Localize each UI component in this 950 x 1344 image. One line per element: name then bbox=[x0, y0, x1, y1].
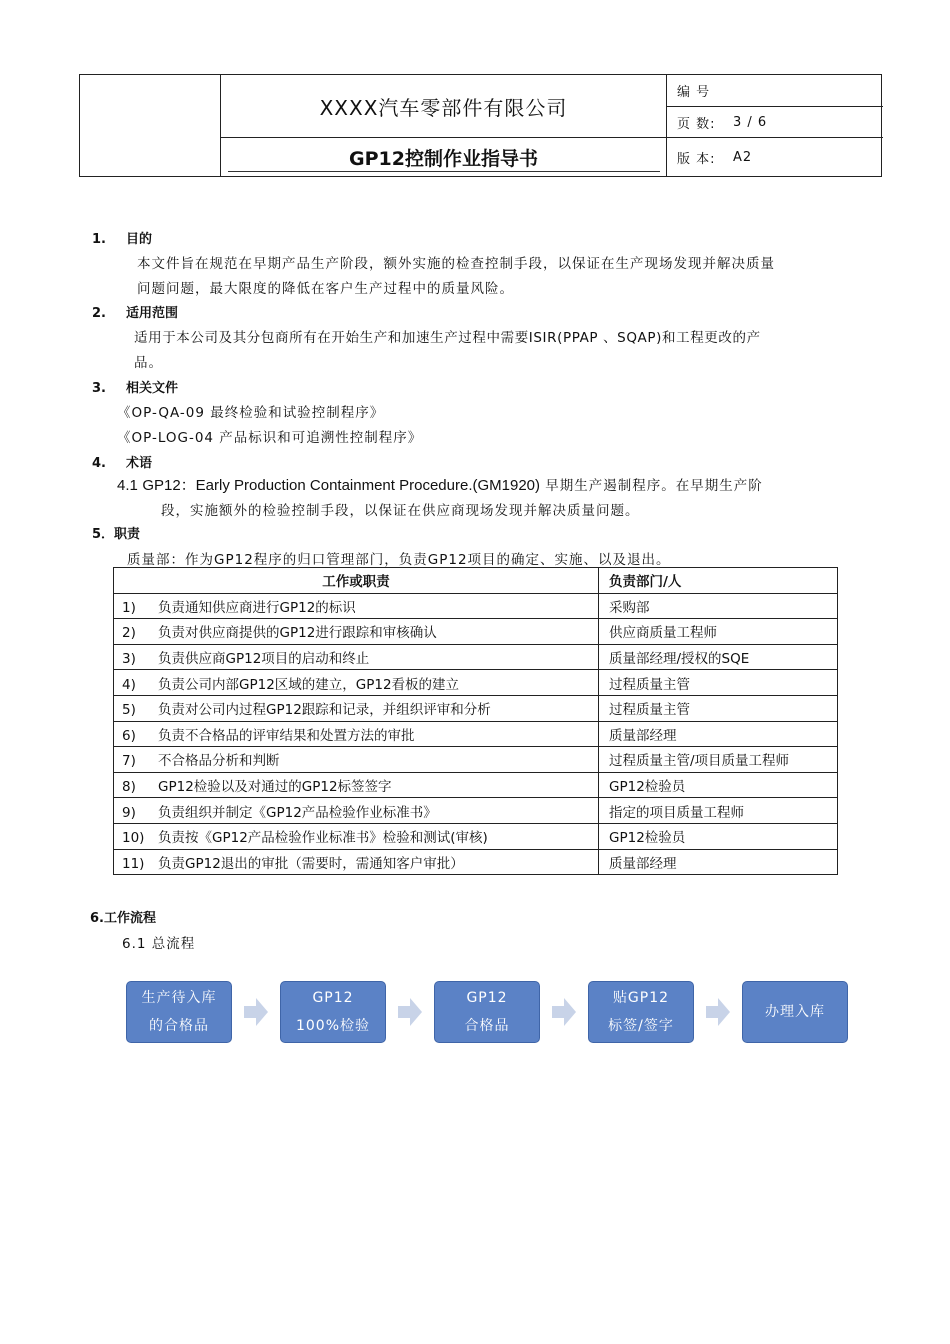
section-number: 3. bbox=[92, 381, 106, 396]
row-number: 7) bbox=[122, 753, 136, 770]
row-number: 5) bbox=[122, 702, 136, 719]
section-title: 目的 bbox=[126, 232, 153, 247]
document-title: GP12控制作业指导书 bbox=[349, 147, 538, 170]
row-number: 8) bbox=[122, 779, 136, 796]
owner-cell: 质量部经理 bbox=[599, 849, 838, 875]
task-text: 负责供应商GP12项目的启动和终止 bbox=[158, 651, 370, 668]
flow-step-line1: 办理入库 bbox=[765, 1004, 825, 1020]
task-cell bbox=[114, 670, 599, 696]
column-header-task: 工作或职责 bbox=[114, 568, 599, 594]
task-cell bbox=[114, 593, 599, 619]
row-number: 10) bbox=[122, 830, 145, 847]
section-title: 术语 bbox=[126, 456, 153, 471]
flow-step-line1: 生产待入库 bbox=[141, 990, 217, 1006]
task-text: 负责对供应商提供的GP12进行跟踪和审核确认 bbox=[158, 625, 437, 642]
related-doc-2: 《OP-LOG-04 产品标识和可追溯性控制程序》 bbox=[117, 430, 423, 446]
flow-step-line2: 标签/签字 bbox=[608, 1018, 674, 1034]
section-title: 相关文件 bbox=[126, 381, 179, 396]
section-5-heading: 5．职责 bbox=[92, 527, 141, 542]
owner-cell: 指定的项目质量工程师 bbox=[599, 798, 838, 824]
flow-arrow-icon bbox=[244, 998, 268, 1026]
title-underline bbox=[228, 171, 660, 172]
task-cell bbox=[114, 747, 599, 773]
table-header-row bbox=[114, 568, 838, 594]
term-line2: 段，实施额外的检验控制手段，以保证在供应商现场发现并解决质量问题。 bbox=[161, 503, 640, 519]
owner-cell: 供应商质量工程师 bbox=[599, 619, 838, 645]
row-number: 2) bbox=[122, 625, 136, 642]
task-text: 负责按《GP12产品检验作业标准书》检验和测试(审核) bbox=[158, 830, 488, 847]
section-5-intro: 质量部：作为GP12程序的归口管理部门，负责GP12项目的确定、实施、以及退出。 bbox=[127, 552, 671, 568]
section-1-text-line1: 本文件旨在规范在早期产品生产阶段，额外实施的检查控制手段，以保证在生产现场发现并解决质量 bbox=[137, 256, 775, 272]
task-text: 负责组织并制定《GP12产品检验作业标准书》 bbox=[158, 804, 437, 821]
task-cell bbox=[114, 823, 599, 849]
task-cell bbox=[114, 849, 599, 875]
document-meta bbox=[666, 75, 883, 176]
responsibility-table bbox=[113, 567, 838, 875]
meta-version bbox=[667, 138, 883, 176]
table-row bbox=[114, 644, 838, 670]
flow-step-line1: GP12 bbox=[312, 990, 354, 1006]
task-text: GP12检验以及对通过的GP12标签签字 bbox=[158, 779, 392, 796]
owner-cell: 采购部 bbox=[599, 593, 838, 619]
flow-step-line2: 合格品 bbox=[464, 1018, 510, 1034]
flow-step bbox=[280, 981, 386, 1043]
flow-step-line2: 的合格品 bbox=[149, 1018, 209, 1034]
task-cell bbox=[114, 721, 599, 747]
section-2-text-line2: 品。 bbox=[134, 355, 163, 371]
column-header-owner: 负责部门/人 bbox=[599, 568, 838, 594]
owner-cell: 质量部经理 bbox=[599, 721, 838, 747]
owner-cell: 过程质量主管 bbox=[599, 695, 838, 721]
table-row bbox=[114, 721, 838, 747]
row-number: 11) bbox=[122, 855, 145, 872]
section-1-heading bbox=[92, 228, 152, 247]
section-6-heading: 6.工作流程 bbox=[90, 911, 156, 926]
flow-step-line2: 100%检验 bbox=[295, 1018, 371, 1034]
term-line1 bbox=[117, 474, 763, 495]
task-cell bbox=[114, 772, 599, 798]
meta-value: A2 bbox=[733, 149, 753, 165]
term-item-number: 4.1 bbox=[117, 477, 138, 494]
section-6-sub: 6.1 总流程 bbox=[122, 936, 196, 952]
section-number: 2. bbox=[92, 306, 106, 321]
logo-cell bbox=[80, 75, 221, 176]
task-text: 负责通知供应商进行GP12的标识 bbox=[158, 599, 356, 616]
owner-cell: 过程质量主管 bbox=[599, 670, 838, 696]
term-abbrev: GP12： bbox=[142, 477, 196, 494]
owner-cell: GP12检验员 bbox=[599, 823, 838, 849]
section-3-heading bbox=[92, 377, 178, 396]
task-text: 负责不合格品的评审结果和处置方法的审批 bbox=[158, 727, 415, 744]
task-cell bbox=[114, 695, 599, 721]
section-number: 4. bbox=[92, 456, 106, 471]
flow-step bbox=[588, 981, 694, 1043]
task-cell bbox=[114, 798, 599, 824]
flow-arrow-icon bbox=[398, 998, 422, 1026]
owner-cell: 过程质量主管/项目质量工程师 bbox=[599, 747, 838, 773]
owner-cell: GP12检验员 bbox=[599, 772, 838, 798]
section-title: 适用范围 bbox=[126, 306, 179, 321]
flow-step-line1: 贴GP12 bbox=[612, 990, 670, 1006]
flow-step bbox=[434, 981, 540, 1043]
document-header bbox=[79, 74, 882, 177]
meta-doc-number bbox=[667, 75, 883, 107]
table-row bbox=[114, 747, 838, 773]
table-row bbox=[114, 670, 838, 696]
row-number: 6) bbox=[122, 727, 136, 744]
meta-page-count bbox=[667, 107, 883, 138]
flow-step bbox=[742, 981, 848, 1043]
table-row bbox=[114, 798, 838, 824]
row-number: 9) bbox=[122, 804, 136, 821]
related-doc-1: 《OP-QA-09 最终检验和试验控制程序》 bbox=[117, 405, 385, 421]
table-row bbox=[114, 619, 838, 645]
term-english: Early Production Containment Procedure.(GM1920) bbox=[195, 477, 541, 494]
row-number: 1) bbox=[122, 599, 136, 616]
table-row bbox=[114, 695, 838, 721]
term-chinese: 早期生产遏制程序。在早期生产阶 bbox=[540, 478, 763, 494]
flow-step bbox=[126, 981, 232, 1043]
flow-step-line1: GP12 bbox=[466, 990, 508, 1006]
section-2-heading bbox=[92, 302, 178, 321]
company-name: XXXX汽车零部件有限公司 bbox=[221, 75, 666, 138]
section-1-text-line2: 问题问题，最大限度的降低在客户生产过程中的质量风险。 bbox=[137, 281, 514, 297]
meta-label: 编 号 bbox=[677, 85, 711, 100]
row-number: 4) bbox=[122, 676, 136, 693]
task-text: 负责GP12退出的审批（需要时，需通知客户审批） bbox=[158, 855, 464, 872]
task-text: 负责对公司内过程GP12跟踪和记录，并组织评审和分析 bbox=[158, 702, 491, 719]
task-text: 负责公司内部GP12区域的建立，GP12看板的建立 bbox=[158, 676, 460, 693]
meta-value: 3 / 6 bbox=[733, 114, 768, 130]
task-cell bbox=[114, 619, 599, 645]
table-row bbox=[114, 772, 838, 798]
table-row bbox=[114, 593, 838, 619]
section-2-text-line1: 适用于本公司及其分包商所有在开始生产和加速生产过程中需要ISIR(PPAP 、SQAP)和工程更改的产 bbox=[134, 330, 761, 346]
flow-arrow-icon bbox=[552, 998, 576, 1026]
section-number: 1. bbox=[92, 232, 106, 247]
row-number: 3) bbox=[122, 651, 136, 668]
flow-arrow-icon bbox=[706, 998, 730, 1026]
section-4-heading bbox=[92, 452, 152, 471]
table-row bbox=[114, 849, 838, 875]
table-row bbox=[114, 823, 838, 849]
task-cell bbox=[114, 644, 599, 670]
meta-label: 页 数: bbox=[677, 116, 716, 132]
task-text: 不合格品分析和判断 bbox=[158, 753, 280, 770]
owner-cell: 质量部经理/授权的SQE bbox=[599, 644, 838, 670]
meta-label: 版 本: bbox=[677, 151, 716, 167]
